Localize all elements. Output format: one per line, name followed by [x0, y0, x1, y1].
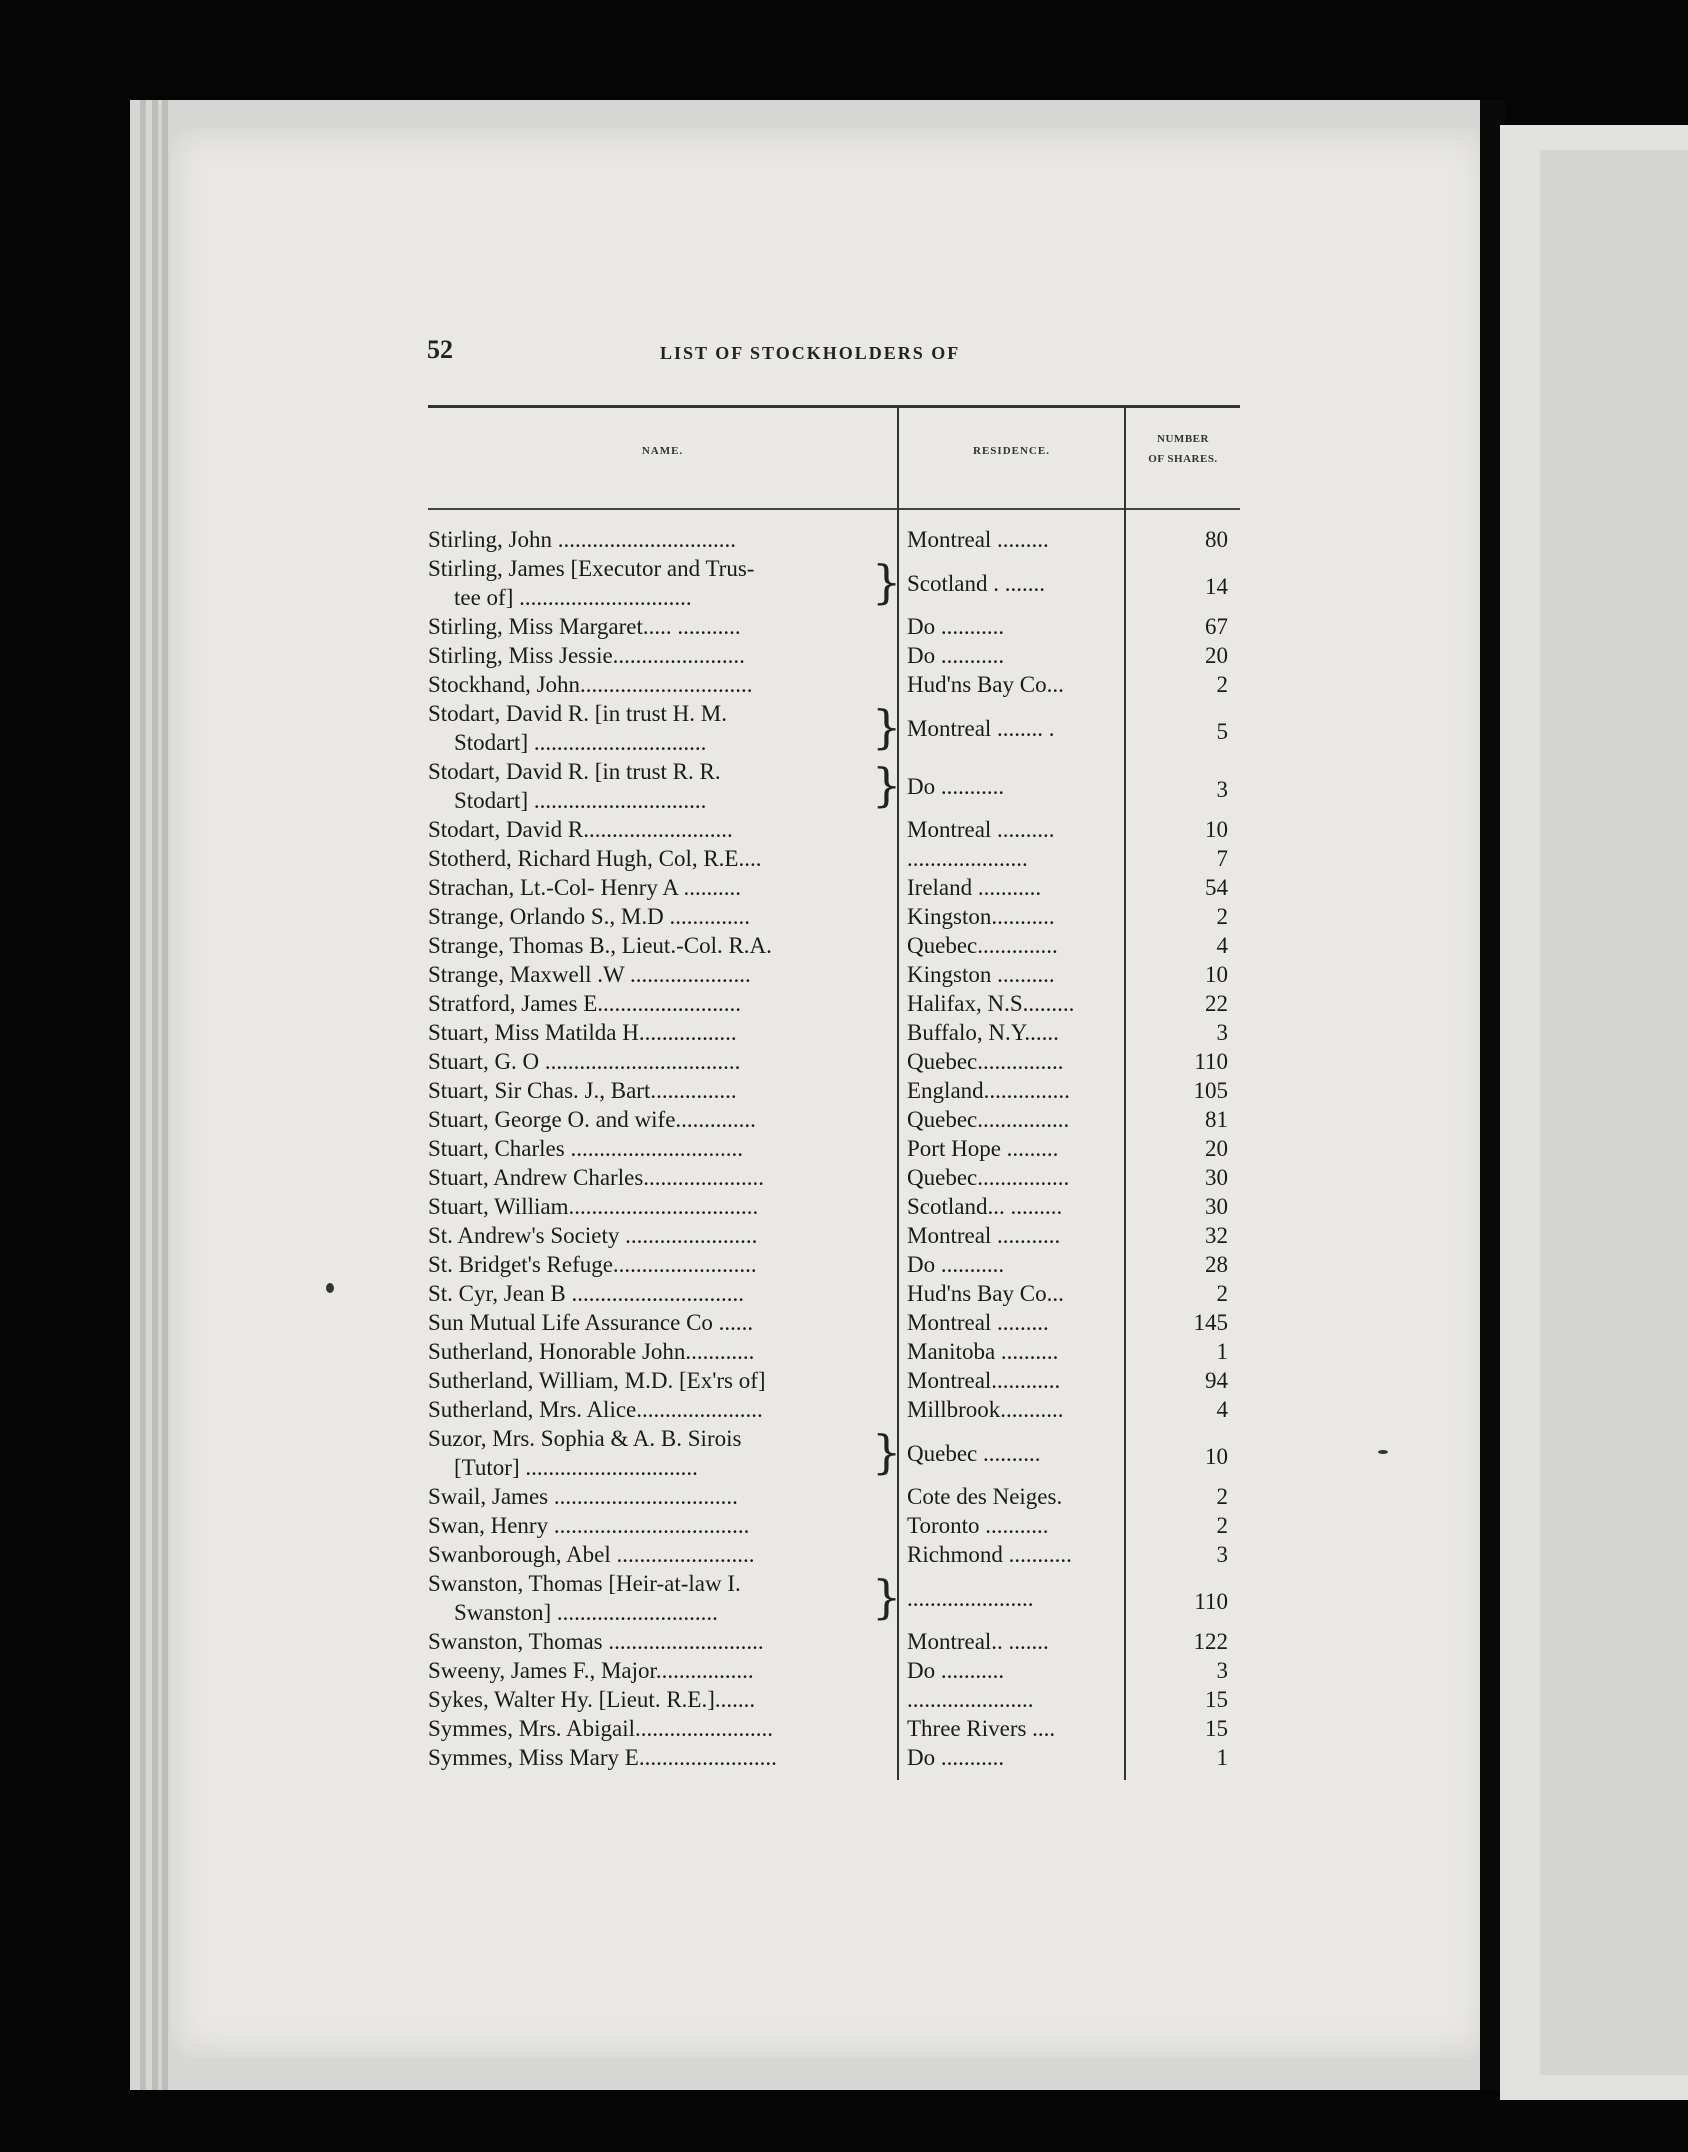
stockholder-name-line: Suzor, Mrs. Sophia & A. B. Sirois	[428, 1426, 742, 1451]
residence: Cote des Neiges.	[907, 1484, 1063, 1509]
table-row	[428, 641, 1240, 670]
stockholder-name	[428, 525, 894, 554]
residence: Hud'ns Bay Co...	[907, 1281, 1064, 1306]
stockholder-name-line: St. Andrew's Society .......................	[428, 1223, 758, 1248]
stockholder-name	[428, 1250, 894, 1279]
stockholder-name-line: Stuart, William.................................	[428, 1194, 759, 1219]
stockholder-name-line: Swail, James ................................	[428, 1484, 738, 1509]
stockholder-name-continuation: [Tutor] ..............................	[454, 1455, 698, 1480]
share-count: 3	[1216, 1658, 1228, 1683]
table-row	[428, 1424, 1240, 1482]
residence: Three Rivers ....	[907, 1716, 1056, 1741]
residence: Quebec................	[907, 1107, 1070, 1132]
header-rule	[428, 508, 1240, 510]
residence: Manitoba ..........	[907, 1339, 1059, 1364]
share-count: 30	[1205, 1194, 1228, 1219]
share-count: 5	[1216, 719, 1228, 744]
stockholder-name-line: Stirling, Miss Margaret..... ...........	[428, 614, 741, 639]
share-count: 3	[1216, 1020, 1228, 1045]
share-count: 80	[1205, 527, 1228, 552]
table-row	[428, 1105, 1240, 1134]
stockholder-name	[428, 960, 894, 989]
stockholder-name	[428, 757, 894, 815]
stockholder-name-line: Sutherland, Mrs. Alice......................	[428, 1397, 763, 1422]
stockholder-name-line: Stuart, Charles ..............................	[428, 1136, 743, 1161]
table-row	[428, 670, 1240, 699]
residence: Hud'ns Bay Co...	[907, 672, 1064, 697]
stockholder-name-line: Stirling, James [Executor and Trus-	[428, 556, 755, 581]
table-row	[428, 1308, 1240, 1337]
share-count: 30	[1205, 1165, 1228, 1190]
table-row	[428, 757, 1240, 815]
residence: Montreal............	[907, 1368, 1061, 1393]
stockholder-name-line: Stodart, David R. [in trust R. R.	[428, 759, 721, 784]
stockholder-name	[428, 1482, 894, 1511]
table-row	[428, 1018, 1240, 1047]
stockholder-name	[428, 1714, 894, 1743]
header-shares	[1126, 429, 1240, 469]
stockholder-name-line: Stuart, Sir Chas. J., Bart...............	[428, 1078, 737, 1103]
stockholder-name-line: Stuart, George O. and wife..............	[428, 1107, 756, 1132]
table-row	[428, 1395, 1240, 1424]
stockholder-name-line: Swanston, Thomas [Heir-at-law I.	[428, 1571, 741, 1596]
share-count: 3	[1216, 777, 1228, 802]
stockholder-name	[428, 1656, 894, 1685]
table-row	[428, 815, 1240, 844]
stockholder-name	[428, 989, 894, 1018]
table-row	[428, 902, 1240, 931]
stockholder-name-line: Strange, Maxwell .W .....................	[428, 962, 751, 987]
stockholder-name-line: Swanston, Thomas ...........................	[428, 1629, 764, 1654]
ink-speck	[326, 1283, 334, 1293]
stockholder-name-continuation: Stodart] ..............................	[454, 730, 707, 755]
stockholder-name-continuation: Swanston] ............................	[454, 1600, 718, 1625]
residence: ......................	[907, 1687, 1034, 1712]
stockholder-name-continuation: Stodart] ..............................	[454, 788, 707, 813]
share-count: 20	[1205, 643, 1228, 668]
share-count: 28	[1205, 1252, 1228, 1277]
share-count: 15	[1205, 1687, 1228, 1712]
table-row	[428, 1743, 1240, 1772]
stockholder-name-line: Stratford, James E.........................	[428, 991, 742, 1016]
residence: Montreal .........	[907, 527, 1049, 552]
table-row	[428, 873, 1240, 902]
stockholder-name	[428, 1685, 894, 1714]
table-row	[428, 699, 1240, 757]
residence: ......................	[907, 1586, 1034, 1611]
stockholder-name-line: St. Bridget's Refuge.........................	[428, 1252, 757, 1277]
stockholder-name-line: Swanborough, Abel ........................	[428, 1542, 755, 1567]
residence: Kingston ..........	[907, 962, 1055, 987]
stockholder-name-line: Strange, Thomas B., Lieut.-Col. R.A.	[428, 933, 772, 958]
residence: Do ...........	[907, 1658, 1005, 1683]
stockholder-name	[428, 1511, 894, 1540]
stockholder-name	[428, 1279, 894, 1308]
header-residence: RESIDENCE.	[973, 445, 1050, 457]
table-row	[428, 1047, 1240, 1076]
stockholder-name	[428, 1018, 894, 1047]
table-row	[428, 1337, 1240, 1366]
residence: .....................	[907, 846, 1028, 871]
table-row	[428, 989, 1240, 1018]
stockholder-name-line: St. Cyr, Jean B ..............................	[428, 1281, 744, 1306]
residence: Do ...........	[907, 1745, 1005, 1770]
stockholder-name-line: Stirling, John ...............................	[428, 527, 736, 552]
stockholder-name-line: Stuart, Andrew Charles.....................	[428, 1165, 765, 1190]
stockholder-name	[428, 554, 894, 612]
share-count: 4	[1216, 933, 1228, 958]
share-count: 15	[1205, 1716, 1228, 1741]
stockholders-table	[428, 405, 1240, 1785]
table-row	[428, 1250, 1240, 1279]
share-count: 2	[1216, 1484, 1228, 1509]
table-row	[428, 1540, 1240, 1569]
share-count: 4	[1216, 1397, 1228, 1422]
share-count: 122	[1193, 1629, 1228, 1654]
stockholder-name-line: Strange, Orlando S., M.D ..............	[428, 904, 750, 929]
share-count: 3	[1216, 1542, 1228, 1567]
residence: Toronto ...........	[907, 1513, 1049, 1538]
share-count: 22	[1205, 991, 1228, 1016]
stockholder-name	[428, 1105, 894, 1134]
table-row	[428, 960, 1240, 989]
stockholder-name	[428, 1743, 894, 1772]
stockholder-name	[428, 1395, 894, 1424]
share-count: 20	[1205, 1136, 1228, 1161]
stockholder-name	[428, 1627, 894, 1656]
residence: Montreal .........	[907, 1310, 1049, 1335]
stockholder-name	[428, 931, 894, 960]
top-rule	[428, 405, 1240, 408]
table-row	[428, 1076, 1240, 1105]
stockholder-name-line: Sutherland, William, M.D. [Ex'rs of]	[428, 1368, 766, 1393]
share-count: 32	[1205, 1223, 1228, 1248]
stockholder-name	[428, 1337, 894, 1366]
stockholder-name	[428, 844, 894, 873]
header-shares-line2: OF SHARES.	[1148, 453, 1218, 465]
residence: England...............	[907, 1078, 1070, 1103]
brace-glyph: }	[872, 555, 902, 609]
stockholder-name-line: Symmes, Mrs. Abigail........................	[428, 1716, 774, 1741]
residence: Quebec...............	[907, 1049, 1064, 1074]
share-count: 14	[1205, 574, 1228, 599]
share-count: 94	[1205, 1368, 1228, 1393]
stockholder-name-line: Stockhand, John..............................	[428, 672, 753, 697]
residence: Richmond ...........	[907, 1542, 1072, 1567]
stockholder-name	[428, 699, 894, 757]
residence: Quebec ..........	[907, 1441, 1041, 1466]
share-count: 2	[1216, 1513, 1228, 1538]
table-row	[428, 1163, 1240, 1192]
residence: Scotland... .........	[907, 1194, 1063, 1219]
brace-glyph: }	[872, 700, 902, 754]
residence: Montreal ...........	[907, 1223, 1061, 1248]
stockholder-name	[428, 1540, 894, 1569]
residence: Kingston...........	[907, 904, 1055, 929]
running-head: LIST OF STOCKHOLDERS OF	[660, 343, 961, 363]
share-count: 1	[1216, 1745, 1228, 1770]
residence: Montreal.. .......	[907, 1629, 1049, 1654]
share-count: 145	[1193, 1310, 1228, 1335]
table-row	[428, 1482, 1240, 1511]
residence: Ireland ...........	[907, 875, 1042, 900]
share-count: 81	[1205, 1107, 1228, 1132]
ink-speck	[1378, 1450, 1388, 1454]
residence: Do ...........	[907, 1252, 1005, 1277]
share-count: 67	[1205, 614, 1228, 639]
stockholder-name	[428, 873, 894, 902]
table-row	[428, 1366, 1240, 1395]
page-number: 52	[427, 335, 453, 364]
stockholder-name-line: Strachan, Lt.-Col- Henry A ..........	[428, 875, 742, 900]
stockholder-name-line: Sweeny, James F., Major.................	[428, 1658, 754, 1683]
residence: Do ...........	[907, 774, 1005, 799]
table-row	[428, 1221, 1240, 1250]
stockholder-name	[428, 1366, 894, 1395]
share-count: 2	[1216, 672, 1228, 697]
stockholder-name-line: Stotherd, Richard Hugh, Col, R.E....	[428, 846, 762, 871]
table-row	[428, 844, 1240, 873]
residence: Do ...........	[907, 614, 1005, 639]
brace-glyph: }	[872, 758, 902, 812]
residence: Montreal ..........	[907, 817, 1055, 842]
residence: Quebec..............	[907, 933, 1058, 958]
stockholder-name	[428, 1424, 894, 1482]
stockholder-name-line: Swan, Henry ..................................	[428, 1513, 750, 1538]
stockholder-name-line: Stuart, Miss Matilda H.................	[428, 1020, 737, 1045]
table-row	[428, 1714, 1240, 1743]
share-count: 105	[1193, 1078, 1228, 1103]
table-row	[428, 931, 1240, 960]
stockholder-name-line: Stodart, David R..........................	[428, 817, 733, 842]
stockholder-name-continuation: tee of] ..............................	[454, 585, 692, 610]
brace-glyph: }	[872, 1570, 902, 1624]
share-count: 10	[1205, 817, 1228, 842]
stockholder-name-line: Stodart, David R. [in trust H. M.	[428, 701, 727, 726]
stockholder-name	[428, 815, 894, 844]
stockholder-name	[428, 641, 894, 670]
page-edge	[152, 100, 158, 2090]
stockholder-name-line: Sykes, Walter Hy. [Lieut. R.E.].......	[428, 1687, 756, 1712]
share-count: 110	[1194, 1049, 1228, 1074]
stockholder-name	[428, 1569, 894, 1627]
share-count: 10	[1205, 962, 1228, 987]
stockholder-name-line: Sutherland, Honorable John............	[428, 1339, 755, 1364]
stockholder-name-line: Symmes, Miss Mary E........................	[428, 1745, 777, 1770]
header-shares-line1: NUMBER	[1157, 433, 1209, 445]
stockholder-name	[428, 1192, 894, 1221]
share-count: 2	[1216, 904, 1228, 929]
table-row	[428, 1685, 1240, 1714]
table-row	[428, 525, 1240, 554]
stockholder-name	[428, 1134, 894, 1163]
stockholder-name-line: Stirling, Miss Jessie.......................	[428, 643, 745, 668]
residence: Do ...........	[907, 643, 1005, 668]
residence: Buffalo, N.Y......	[907, 1020, 1059, 1045]
share-count: 110	[1194, 1589, 1228, 1614]
stockholder-name	[428, 612, 894, 641]
stockholder-name	[428, 1221, 894, 1250]
residence: Port Hope .........	[907, 1136, 1059, 1161]
table-body	[428, 525, 1240, 1772]
share-count: 54	[1205, 875, 1228, 900]
stockholder-name	[428, 1308, 894, 1337]
residence: Montreal ........ .	[907, 716, 1055, 741]
facing-page	[1500, 125, 1688, 2100]
header-name: NAME.	[641, 445, 684, 457]
share-count: 7	[1216, 846, 1228, 871]
brace-glyph: }	[872, 1425, 902, 1479]
residence: Quebec................	[907, 1165, 1070, 1190]
table-row	[428, 1134, 1240, 1163]
residence: Millbrook...........	[907, 1397, 1064, 1422]
share-count: 1	[1216, 1339, 1228, 1364]
residence: Scotland . .......	[907, 571, 1045, 596]
stockholder-name	[428, 1076, 894, 1105]
table-row	[428, 554, 1240, 612]
table-row	[428, 1656, 1240, 1685]
table-row	[428, 1511, 1240, 1540]
stockholder-name	[428, 902, 894, 931]
table-row	[428, 612, 1240, 641]
page-edge	[140, 100, 146, 2090]
stockholder-name	[428, 1047, 894, 1076]
stockholder-name-line: Sun Mutual Life Assurance Co ......	[428, 1310, 754, 1335]
share-count: 10	[1205, 1444, 1228, 1469]
table-row	[428, 1569, 1240, 1627]
residence: Halifax, N.S.........	[907, 991, 1075, 1016]
stockholder-name-line: Stuart, G. O ..................................	[428, 1049, 741, 1074]
table-row	[428, 1627, 1240, 1656]
stockholder-name	[428, 670, 894, 699]
share-count: 2	[1216, 1281, 1228, 1306]
table-row	[428, 1192, 1240, 1221]
page-edge	[162, 100, 168, 2090]
stockholder-name	[428, 1163, 894, 1192]
table-row	[428, 1279, 1240, 1308]
